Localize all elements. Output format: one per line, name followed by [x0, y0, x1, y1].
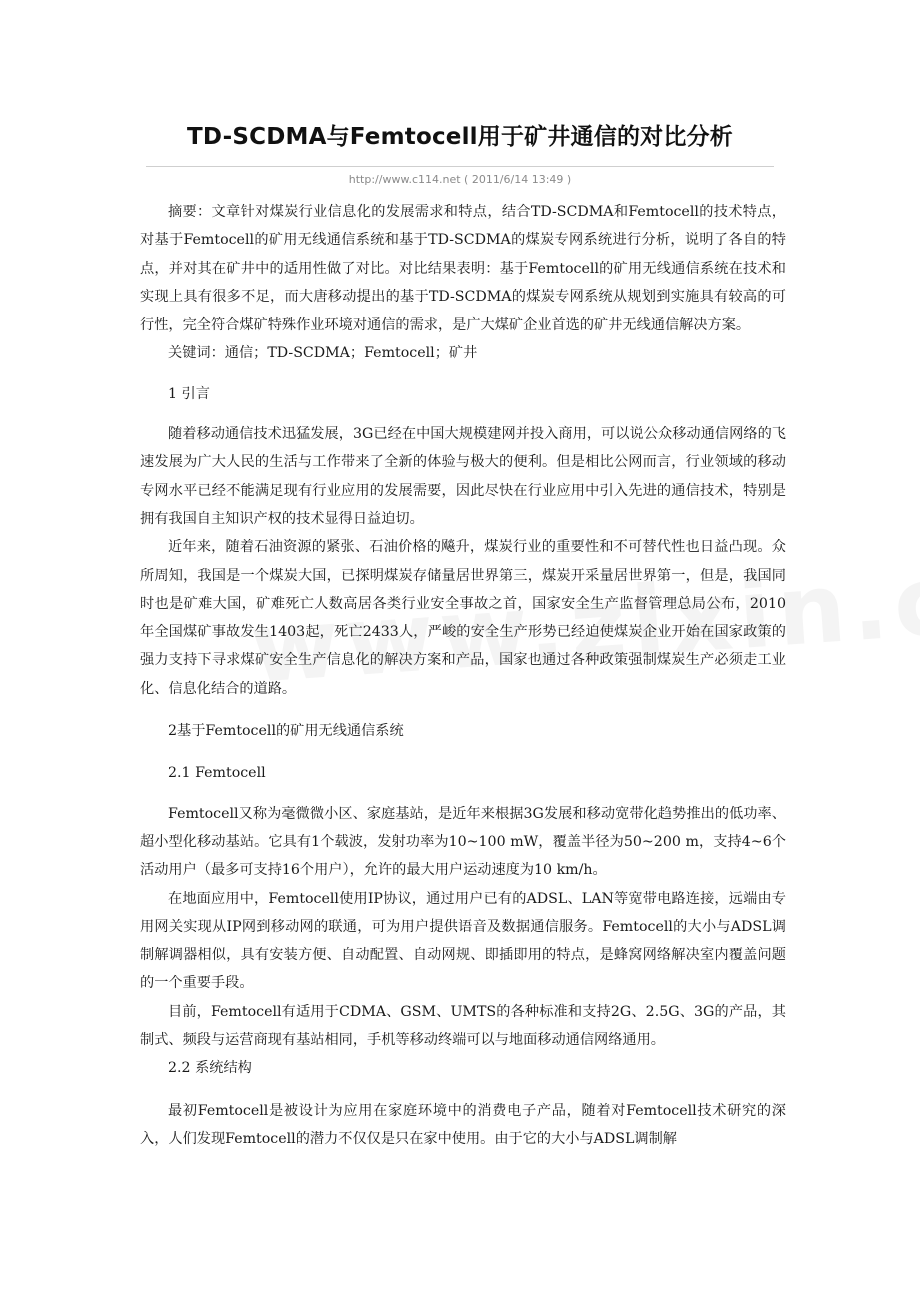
section-1-paragraph-2: 近年来，随着石油资源的紧张、石油价格的飚升，煤炭行业的重要性和不可替代性也日益凸现。众所周知，我国是一个煤炭大国，已探明煤炭存储量居世界第三，煤炭开采量居世界第一，但是，我国同时也是矿难大国，矿难死亡人数高居各类行业安全事故之首，国家安全生产监督管理总局公布，2010年全国煤矿事故发生1403起，死亡2433人，严峻的安全生产形势已经迫使煤炭企业开始在国家政策的强力支持下寻求煤矿安全生产信息化的解决方案和产品，国家也通过各种政策强制煤炭生产必须走工业化、信息化结合的道路。: [140, 539, 786, 697]
keywords-line: 关键词：通信；TD-SCDMA；Femtocell；矿井: [168, 345, 478, 362]
section-1-heading: 1 引言: [168, 385, 210, 402]
section-2-1-paragraph-3: 目前，Femtocell有适用于CDMA、GSM、UMTS的各种标准和支持2G、2.5G、3G的产品，其制式、频段与运营商现有基站相同，手机等移动终端可以与地面移动通信网络通用。: [140, 1003, 786, 1049]
section-1-paragraph-1: 随着移动通信技术迅猛发展，3G已经在中国大规模建网并投入商用，可以说公众移动通信网络的飞速发展为广大人民的生活与工作带来了全新的体验与极大的便利。但是相比公网而言，行业领域的移动专网水平已经不能满足现有行业应用的发展需要，因此尽快在行业应用中引入先进的通信技术，特别是拥有我国自主知识产权的技术显得日益迫切。: [140, 426, 786, 527]
document-title: TD-SCDMA与Femtocell用于矿井通信的对比分析: [187, 124, 733, 150]
section-2-1-heading: 2.1 Femtocell: [168, 765, 266, 782]
section-2-2-heading: 2.2 系统结构: [168, 1060, 252, 1077]
section-2-1-paragraph-1: Femtocell又称为毫微微小区、家庭基站，是近年来根据3G发展和移动宽带化趋势推出的低功率、超小型化移动基站。它具有1个载波，发射功率为10~100 mW，覆盖半径为50~200 m，支持4~6个活动用户（最多可支持16个用户），允许的最大用户运动速度为10 km/h。: [140, 805, 786, 879]
title-divider: [146, 166, 774, 167]
section-2-1-paragraph-2: 在地面应用中，Femtocell使用IP协议，通过用户已有的ADSL、LAN等宽带电路连接，远端由专用网关实现从IP网到移动网的联通，可为用户提供语音及数据通信服务。Femtocell的大小与ADSL调制解调器相似，具有安装方便、自动配置、自动网规、即插即用的特点，是蜂窝网络解决室内覆盖问题的一个重要手段。: [140, 890, 786, 992]
abstract-paragraph: 摘要：文章针对煤炭行业信息化的发展需求和特点，结合TD-SCDMA和Femtocell的技术特点，对基于Femtocell的矿用无线通信系统和基于TD-SCDMA的煤炭专网系统进行分析，说明了各自的特点，并对其在矿井中的适用性做了对比。对比结果表明：基于Femtocell的矿用无线通信系统在技术和实现上具有很多不足，而大唐移动提出的基于TD-SCDMA的煤炭专网系统从规划到实施具有较高的可行性，完全符合煤矿特殊作业环境对通信的需求，是广大煤矿企业首选的矿井无线通信解决方案。: [140, 204, 786, 334]
section-2-2-paragraph-1: 最初Femtocell是被设计为应用在家庭环境中的消费电子产品，随着对Femtocell技术研究的深入，人们发现Femtocell的潜力不仅仅是只在家中使用。由于它的大小与ADSL调制解: [140, 1102, 786, 1147]
section-2-heading: 2基于Femtocell的矿用无线通信系统: [168, 723, 404, 740]
article-body: [140, 198, 786, 1153]
source-line: http://www.c114.net ( 2011/6/14 13:49 ): [348, 173, 572, 186]
